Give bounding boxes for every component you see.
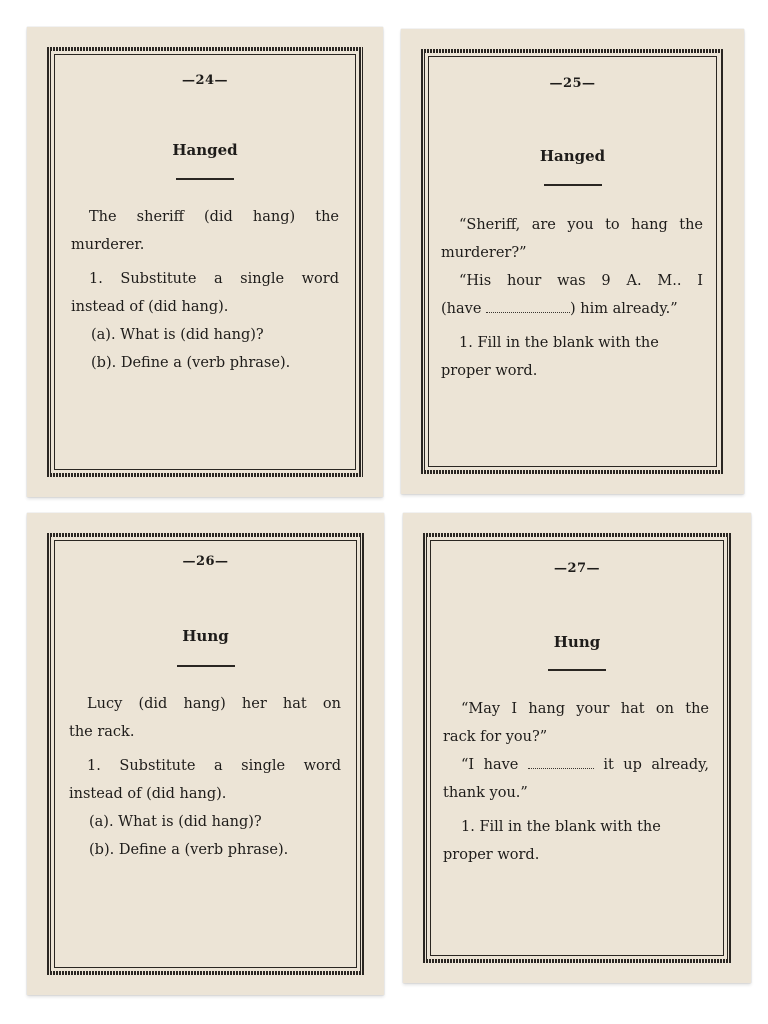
text-fragment: ) him already.” — [570, 301, 678, 317]
card-number: —25— — [549, 76, 596, 91]
title-underline — [548, 669, 606, 671]
text-fragment: it up already, — [603, 757, 710, 773]
title-underline — [177, 665, 235, 667]
text-line: murderer. — [71, 237, 145, 253]
text-line: 1. Fill in the blank with the — [459, 335, 659, 351]
text-line: rack for you?” — [443, 729, 548, 745]
text-line: 1. Fill in the blank with the — [461, 819, 661, 835]
text-line: (a). What is (did hang)? — [91, 327, 264, 343]
text-line: thank you.” — [443, 785, 528, 801]
card-body — [441, 211, 703, 385]
text-fragment: (have — [441, 301, 482, 317]
card-number: —24— — [181, 73, 229, 88]
card-title: Hung — [182, 627, 229, 645]
flash-card-27 — [403, 513, 751, 983]
text-line: “His hour was 9 A. M.. I — [459, 273, 703, 289]
card-title: Hanged — [172, 141, 238, 159]
card-body — [71, 203, 339, 377]
flash-card-25 — [401, 29, 744, 494]
card-title: Hanged — [539, 147, 606, 165]
text-line: 1. Substitute a single word — [87, 758, 341, 774]
text-line: (a). What is (did hang)? — [89, 814, 262, 830]
text-fragment: “I have — [461, 757, 519, 773]
title-underline — [544, 184, 602, 186]
text-line: instead of (did hang). — [71, 299, 229, 315]
text-line: instead of (did hang). — [69, 786, 227, 802]
text-line: (b). Define a (verb phrase). — [89, 842, 289, 858]
card-body — [69, 690, 341, 864]
fill-in-blank — [486, 298, 570, 313]
text-line: 1. Substitute a single word — [89, 271, 339, 287]
text-line: proper word. — [441, 363, 538, 379]
text-line — [443, 751, 709, 779]
text-line: (b). Define a (verb phrase). — [91, 355, 291, 371]
text-line: “Sheriff, are you to hang the — [459, 217, 703, 233]
card-body — [443, 695, 709, 869]
title-underline — [176, 178, 234, 180]
text-line: “May I hang your hat on the — [461, 701, 709, 717]
fill-in-blank — [528, 754, 594, 769]
text-line: Lucy (did hang) her hat on — [87, 696, 341, 712]
text-line: The sheriff (did hang) the — [89, 209, 339, 225]
text-line: murderer?” — [441, 245, 527, 261]
text-line: proper word. — [443, 847, 540, 863]
card-number: —26— — [182, 554, 229, 569]
text-line: the rack. — [69, 724, 135, 740]
card-number: —27— — [553, 561, 601, 576]
card-title: Hung — [553, 633, 601, 651]
flash-card-24 — [27, 27, 383, 497]
flash-card-26 — [27, 513, 384, 995]
text-line — [441, 295, 703, 323]
